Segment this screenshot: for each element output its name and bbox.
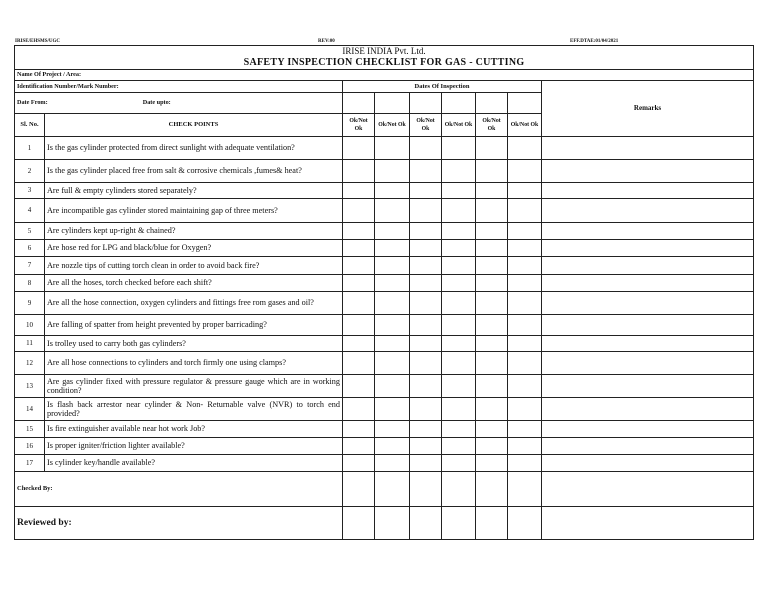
- checklist-row: [15, 222, 754, 239]
- ok-not-ok-cell[interactable]: [410, 437, 442, 454]
- ok-not-ok-cell[interactable]: [442, 256, 476, 274]
- check-point-text: Is proper igniter/friction lighter available?: [45, 437, 343, 454]
- ok-not-ok-cell[interactable]: [410, 420, 442, 437]
- check-point-text: Are all the hose connection, oxygen cylinders and fittings free rom gases and oil?: [45, 291, 343, 314]
- checklist-row: [15, 374, 754, 397]
- ok-not-ok-cell[interactable]: [375, 420, 410, 437]
- item-number: 1: [15, 136, 45, 159]
- check-point-text: Are incompatible gas cylinder stored maintaining gap of three meters?: [45, 198, 343, 222]
- remarks-header: Remarks: [542, 80, 754, 136]
- date-from-label: Date From:: [17, 99, 48, 106]
- ok-not-ok-cell[interactable]: [375, 314, 410, 335]
- ok-not-ok-cell[interactable]: [442, 159, 476, 182]
- check-point-text: Is the gas cylinder protected from direct sunlight with adequate ventilation?: [45, 136, 343, 159]
- item-number: 16: [15, 437, 45, 454]
- ok-not-ok-cell[interactable]: [410, 291, 442, 314]
- ok-not-ok-cell[interactable]: [375, 351, 410, 374]
- ok-not-ok-cell[interactable]: [410, 274, 442, 291]
- ok-not-ok-cell[interactable]: [442, 136, 476, 159]
- ok-not-ok-cell[interactable]: [442, 454, 476, 471]
- checked-by-signature-cell[interactable]: [508, 471, 542, 506]
- ok-not-ok-cell[interactable]: [442, 239, 476, 256]
- ok-not-ok-cell[interactable]: [508, 397, 542, 420]
- ok-not-ok-cell[interactable]: [375, 222, 410, 239]
- check-point-text: Are falling of spatter from height prevented by proper barricading?: [45, 314, 343, 335]
- ok-not-ok-cell[interactable]: [476, 314, 508, 335]
- item-number: 7: [15, 256, 45, 274]
- ok-not-ok-cell[interactable]: [442, 182, 476, 198]
- ok-not-ok-header: Ok/Not Ok: [442, 113, 476, 136]
- checklist-row: [15, 291, 754, 314]
- remarks-cell[interactable]: [542, 314, 754, 335]
- check-point-text: Is fire extinguisher available near hot work Job?: [45, 420, 343, 437]
- ok-not-ok-cell[interactable]: [375, 136, 410, 159]
- item-number: 17: [15, 454, 45, 471]
- checklist-row: [15, 274, 754, 291]
- ok-not-ok-cell[interactable]: [343, 397, 375, 420]
- ok-not-ok-cell[interactable]: [442, 291, 476, 314]
- ok-not-ok-cell[interactable]: [343, 198, 375, 222]
- ok-not-ok-cell[interactable]: [476, 335, 508, 351]
- ok-not-ok-cell[interactable]: [442, 420, 476, 437]
- checklist-row: [15, 239, 754, 256]
- ok-not-ok-cell[interactable]: [343, 291, 375, 314]
- ok-not-ok-header: Ok/Not Ok: [476, 113, 508, 136]
- ok-not-ok-cell[interactable]: [476, 182, 508, 198]
- remarks-cell[interactable]: [542, 198, 754, 222]
- ok-not-ok-cell[interactable]: [343, 136, 375, 159]
- inspection-date-cell[interactable]: [476, 92, 508, 113]
- ok-not-ok-cell[interactable]: [343, 314, 375, 335]
- ok-not-ok-cell[interactable]: [375, 437, 410, 454]
- ok-not-ok-cell[interactable]: [375, 159, 410, 182]
- item-number: 15: [15, 420, 45, 437]
- checklist-row: [15, 351, 754, 374]
- ok-not-ok-cell[interactable]: [410, 335, 442, 351]
- check-point-text: Is the gas cylinder placed free from salt & corrosive chemicals ,fumes& heat?: [45, 159, 343, 182]
- checklist-row: [15, 182, 754, 198]
- item-number: 12: [15, 351, 45, 374]
- ok-not-ok-cell[interactable]: [410, 374, 442, 397]
- inspection-date-cell[interactable]: [508, 92, 542, 113]
- date-upto-label: Date upto:: [142, 99, 171, 106]
- ok-not-ok-cell[interactable]: [410, 198, 442, 222]
- ok-not-ok-cell[interactable]: [410, 239, 442, 256]
- ok-not-ok-cell[interactable]: [442, 437, 476, 454]
- ok-not-ok-cell[interactable]: [343, 374, 375, 397]
- remarks-cell[interactable]: [542, 420, 754, 437]
- ok-not-ok-cell[interactable]: [508, 136, 542, 159]
- reviewed-by-label: Reviewed by:: [17, 517, 72, 528]
- ok-not-ok-cell[interactable]: [410, 256, 442, 274]
- checked-by-signature-cell[interactable]: [442, 471, 476, 506]
- effective-date: EFF.DTAE:01/04/2021: [570, 39, 619, 44]
- ok-not-ok-cell[interactable]: [343, 182, 375, 198]
- reviewed-by-signature-cell[interactable]: [442, 506, 476, 539]
- ok-not-ok-cell[interactable]: [508, 314, 542, 335]
- ok-not-ok-cell[interactable]: [375, 397, 410, 420]
- item-number: 14: [15, 397, 45, 420]
- ok-not-ok-cell[interactable]: [508, 239, 542, 256]
- reviewed-by-signature-cell[interactable]: [476, 506, 508, 539]
- ok-not-ok-cell[interactable]: [410, 136, 442, 159]
- ok-not-ok-cell[interactable]: [508, 291, 542, 314]
- reviewed-by-signature-cell[interactable]: [375, 506, 410, 539]
- remarks-cell[interactable]: [542, 351, 754, 374]
- identification-number-field[interactable]: [15, 80, 343, 92]
- ok-not-ok-cell[interactable]: [343, 256, 375, 274]
- checklist-row: [15, 159, 754, 182]
- checked-by-signature-cell[interactable]: [410, 471, 442, 506]
- check-point-text: Are cylinders kept up-right & chained?: [45, 222, 343, 239]
- remarks-cell[interactable]: [542, 291, 754, 314]
- ok-not-ok-cell[interactable]: [476, 374, 508, 397]
- document-reference: IRISE/EHSMS/UGC: [15, 39, 61, 44]
- ok-not-ok-header: Ok/Not Ok: [410, 113, 442, 136]
- item-number: 11: [15, 335, 45, 351]
- ok-not-ok-header: Ok/Not Ok: [343, 113, 375, 136]
- ok-not-ok-header: Ok/Not Ok: [508, 113, 542, 136]
- ok-not-ok-cell[interactable]: [476, 420, 508, 437]
- ok-not-ok-cell[interactable]: [476, 256, 508, 274]
- ok-not-ok-cell[interactable]: [476, 291, 508, 314]
- ok-not-ok-cell[interactable]: [476, 159, 508, 182]
- checked-by-label: Checked By:: [17, 485, 53, 492]
- document-title: SAFETY INSPECTION CHECKLIST FOR GAS - CUTTING: [15, 56, 754, 69]
- remarks-cell[interactable]: [542, 506, 754, 539]
- inspection-date-cell[interactable]: [442, 92, 476, 113]
- ok-not-ok-cell[interactable]: [410, 397, 442, 420]
- checklist-row: [15, 335, 754, 351]
- ok-not-ok-cell[interactable]: [476, 239, 508, 256]
- ok-not-ok-cell[interactable]: [442, 351, 476, 374]
- check-point-text: Are full & empty cylinders stored separately?: [45, 182, 343, 198]
- checklist-row: [15, 198, 754, 222]
- reviewed-by-signature-cell[interactable]: [410, 506, 442, 539]
- remarks-cell[interactable]: [542, 454, 754, 471]
- remarks-cell[interactable]: [542, 159, 754, 182]
- ok-not-ok-cell[interactable]: [410, 454, 442, 471]
- ok-not-ok-cell[interactable]: [508, 454, 542, 471]
- checklist-row: [15, 420, 754, 437]
- checklist-row: [15, 437, 754, 454]
- check-point-text: Are nozzle tips of cutting torch clean in order to avoid back fire?: [45, 256, 343, 274]
- item-number: 13: [15, 374, 45, 397]
- ok-not-ok-cell[interactable]: [508, 198, 542, 222]
- ok-not-ok-cell[interactable]: [410, 159, 442, 182]
- check-point-text: Is flash back arrestor near cylinder & Non- Returnable valve (NVR) to torch end provided?: [45, 397, 343, 420]
- ok-not-ok-cell[interactable]: [375, 335, 410, 351]
- ok-not-ok-cell[interactable]: [410, 351, 442, 374]
- ok-not-ok-cell[interactable]: [508, 335, 542, 351]
- check-point-text: Is cylinder key/handle available?: [45, 454, 343, 471]
- check-point-text: Are gas cylinder fixed with pressure regulator & pressure gauge which are in working condition?: [45, 374, 343, 397]
- checked-by-signature-cell[interactable]: [343, 471, 375, 506]
- item-number: 6: [15, 239, 45, 256]
- ok-not-ok-cell[interactable]: [375, 182, 410, 198]
- ok-not-ok-cell[interactable]: [442, 397, 476, 420]
- checked-by-field[interactable]: [15, 471, 343, 506]
- checked-by-signature-cell[interactable]: [476, 471, 508, 506]
- ok-not-ok-cell[interactable]: [375, 454, 410, 471]
- ok-not-ok-cell[interactable]: [375, 274, 410, 291]
- check-point-text: Are hose red for LPG and black/blue for Oxygen?: [45, 239, 343, 256]
- ok-not-ok-cell[interactable]: [375, 239, 410, 256]
- ok-not-ok-cell[interactable]: [343, 437, 375, 454]
- check-point-text: Are all the hoses, torch checked before each shift?: [45, 274, 343, 291]
- reviewed-by-signature-cell[interactable]: [508, 506, 542, 539]
- ok-not-ok-cell[interactable]: [442, 374, 476, 397]
- ok-not-ok-cell[interactable]: [508, 256, 542, 274]
- inspection-date-cell[interactable]: [375, 92, 410, 113]
- ok-not-ok-cell[interactable]: [343, 222, 375, 239]
- checklist-row: [15, 454, 754, 471]
- item-number: 4: [15, 198, 45, 222]
- checked-by-signature-cell[interactable]: [375, 471, 410, 506]
- ok-not-ok-cell[interactable]: [476, 397, 508, 420]
- remarks-cell[interactable]: [542, 471, 754, 506]
- revision-number: REV:00: [318, 39, 335, 44]
- ok-not-ok-cell[interactable]: [410, 222, 442, 239]
- item-number: 10: [15, 314, 45, 335]
- ok-not-ok-header: Ok/Not Ok: [375, 113, 410, 136]
- ok-not-ok-cell[interactable]: [508, 374, 542, 397]
- ok-not-ok-cell[interactable]: [508, 351, 542, 374]
- ok-not-ok-cell[interactable]: [410, 314, 442, 335]
- ok-not-ok-cell[interactable]: [442, 198, 476, 222]
- ok-not-ok-cell[interactable]: [410, 182, 442, 198]
- ok-not-ok-cell[interactable]: [343, 454, 375, 471]
- ok-not-ok-cell[interactable]: [343, 420, 375, 437]
- item-number: 3: [15, 182, 45, 198]
- ok-not-ok-cell[interactable]: [343, 274, 375, 291]
- reviewed-by-field[interactable]: [15, 506, 343, 539]
- ok-not-ok-cell[interactable]: [375, 198, 410, 222]
- reviewed-by-signature-cell[interactable]: [343, 506, 375, 539]
- ok-not-ok-cell[interactable]: [343, 335, 375, 351]
- ok-not-ok-cell[interactable]: [343, 239, 375, 256]
- check-point-text: Is trolley used to carry both gas cylinders?: [45, 335, 343, 351]
- remarks-cell[interactable]: [542, 437, 754, 454]
- ok-not-ok-cell[interactable]: [508, 420, 542, 437]
- date-range-field[interactable]: [15, 92, 343, 113]
- remarks-cell[interactable]: [542, 239, 754, 256]
- remarks-cell[interactable]: [542, 335, 754, 351]
- checklist-row: [15, 397, 754, 420]
- ok-not-ok-cell[interactable]: [476, 351, 508, 374]
- ok-not-ok-cell[interactable]: [476, 136, 508, 159]
- item-number: 9: [15, 291, 45, 314]
- ok-not-ok-cell[interactable]: [442, 222, 476, 239]
- project-area-label: Name Of Project / Area:: [17, 71, 82, 78]
- ok-not-ok-cell[interactable]: [508, 159, 542, 182]
- remarks-cell[interactable]: [542, 222, 754, 239]
- remarks-cell[interactable]: [542, 182, 754, 198]
- item-number: 8: [15, 274, 45, 291]
- reviewed-by-row: [15, 506, 754, 539]
- ok-not-ok-cell[interactable]: [476, 437, 508, 454]
- check-point-text: Are all hose connections to cylinders and torch firmly one using clamps?: [45, 351, 343, 374]
- dates-of-inspection-header: Dates Of Inspection: [343, 80, 542, 92]
- item-number: 2: [15, 159, 45, 182]
- ok-not-ok-cell[interactable]: [442, 314, 476, 335]
- remarks-cell[interactable]: [542, 397, 754, 420]
- checklist-row: [15, 256, 754, 274]
- ok-not-ok-cell[interactable]: [508, 222, 542, 239]
- remarks-cell[interactable]: [542, 256, 754, 274]
- ok-not-ok-cell[interactable]: [375, 256, 410, 274]
- ok-not-ok-cell[interactable]: [476, 454, 508, 471]
- ok-not-ok-cell[interactable]: [442, 335, 476, 351]
- inspection-date-cell[interactable]: [343, 92, 375, 113]
- checklist-row: [15, 314, 754, 335]
- ok-not-ok-cell[interactable]: [508, 437, 542, 454]
- ok-not-ok-cell[interactable]: [343, 351, 375, 374]
- ok-not-ok-cell[interactable]: [508, 274, 542, 291]
- company-name: IRISE INDIA Pvt. Ltd.: [15, 46, 754, 57]
- ok-not-ok-cell[interactable]: [375, 374, 410, 397]
- checked-by-row: [15, 471, 754, 506]
- ok-not-ok-cell[interactable]: [476, 274, 508, 291]
- ok-not-ok-cell[interactable]: [375, 291, 410, 314]
- remarks-cell[interactable]: [542, 274, 754, 291]
- ok-not-ok-cell[interactable]: [476, 198, 508, 222]
- sl-no-header: Sl. No.: [15, 113, 45, 136]
- check-points-header: CHECK POINTS: [45, 113, 343, 136]
- inspection-date-cell[interactable]: [410, 92, 442, 113]
- remarks-cell[interactable]: [542, 374, 754, 397]
- ok-not-ok-cell[interactable]: [442, 274, 476, 291]
- ok-not-ok-cell[interactable]: [508, 182, 542, 198]
- item-number: 5: [15, 222, 45, 239]
- ok-not-ok-cell[interactable]: [476, 222, 508, 239]
- checklist-row: [15, 136, 754, 159]
- identification-number-label: Identification Number/Mark Number:: [17, 82, 119, 90]
- ok-not-ok-cell[interactable]: [343, 159, 375, 182]
- checklist-table: [14, 45, 754, 540]
- project-area-field[interactable]: [15, 69, 754, 80]
- remarks-cell[interactable]: [542, 136, 754, 159]
